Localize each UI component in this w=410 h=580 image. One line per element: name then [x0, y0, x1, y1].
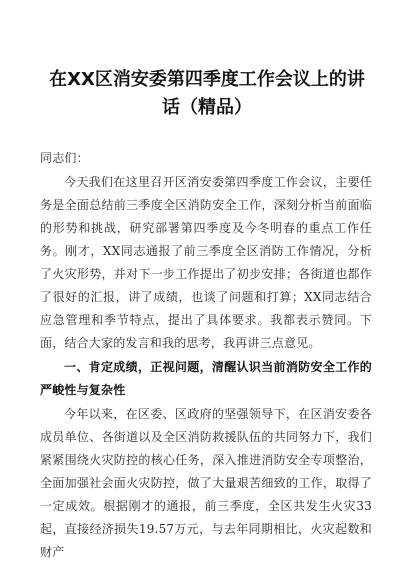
- paragraph-achievements: 今年以来，在区委、区政府的坚强领导下，在区消安委各成员单位、各街道以及全区消防救援队伍的共同努力下，我们紧紧围绕火灾防控的核心任务，深入推进消防安全专项整治，全面加强社会面火灾防控，做了大量艰苦细致的工作，取得了一定成效。根据刚才的通报，前三季度，全区共发生火灾33起，直接经济损失19.57万元，与去年同期相比，火灾起数和财产: [40, 407, 372, 559]
- section-heading-1: 一、肯定成绩，正视问题，清醒认识当前消防安全工作的严峻性与复杂性: [40, 360, 372, 397]
- paragraph-opening: 今天我们在这里召开区消安委第四季度工作会议，主要任务是全面总结前三季度全区消防安全工作，深刻分析当前面临的形势和挑战，研究部署第四季度及今冬明春的重点工作任务。刚才，XX同志通报了前三季度全区消防工作情况，分析了火灾形势，并对下一步工作提出了初步安排；各街道也都作了很好的汇报，讲了成绩，也谈了问题和打算；XX同志结合应急管理和季节特点，提出了具体要求。我都表示赞同。下面，结合大家的发言和我的思考，我再讲三点意见。: [40, 175, 372, 350]
- document-body: [40, 147, 372, 564]
- document-title: 在XX区消安委第四季度工作会议上的讲话（精品）: [49, 69, 365, 118]
- greeting: 同志们：: [40, 151, 89, 165]
